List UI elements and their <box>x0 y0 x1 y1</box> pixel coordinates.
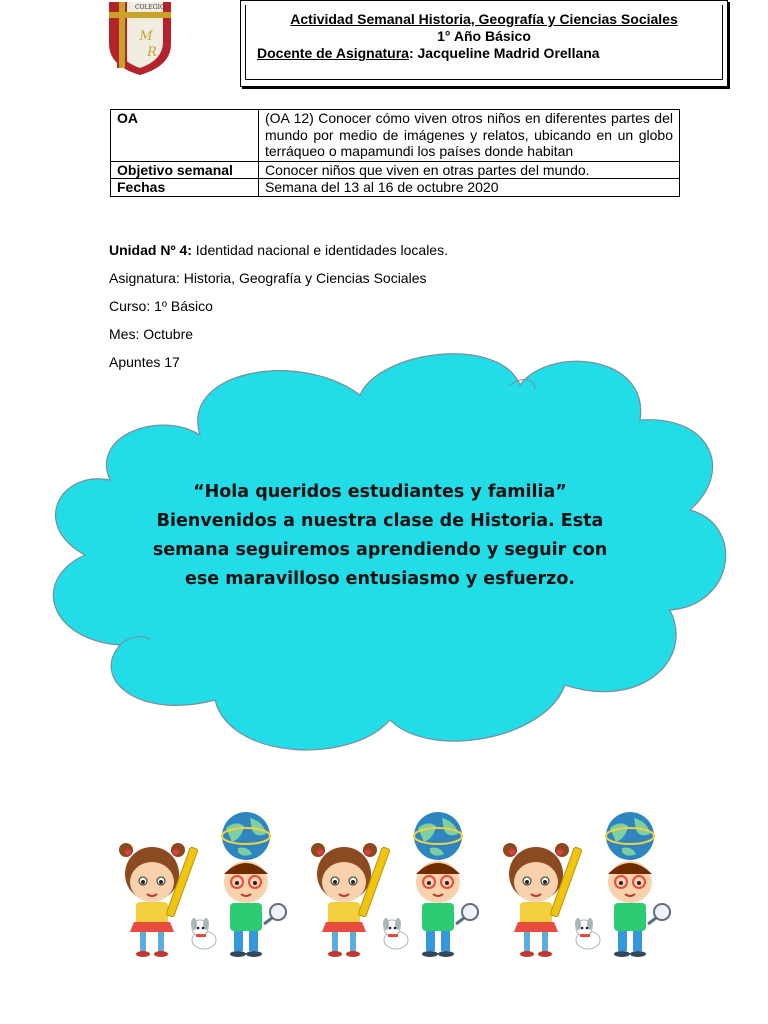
teacher-name: : Jacqueline Madrid Orellana <box>408 45 600 61</box>
header-box <box>240 0 728 87</box>
kids-with-globe-icon <box>112 808 290 968</box>
apuntes-line: Apuntes 17 <box>109 354 180 370</box>
school-crest-logo <box>107 0 173 76</box>
row-value: Conocer niños que viven en otras partes del mundo. <box>259 161 680 179</box>
unidad-value: Identidad nacional e identidades locales. <box>191 242 448 258</box>
row-label: Fechas <box>111 179 259 197</box>
cloud-message <box>120 478 640 594</box>
teacher-label: Docente de Asignatura <box>257 45 409 61</box>
cloud-line: “Hola queridos estudiantes y familia” <box>193 482 567 502</box>
unidad-line <box>109 242 448 258</box>
svg-text:R: R <box>147 45 157 60</box>
teacher-line <box>257 45 727 61</box>
cloud-line: semana seguiremos aprendiendo y seguir con <box>152 540 608 560</box>
mes-line: Mes: Octubre <box>109 326 194 342</box>
objectives-table <box>110 109 680 197</box>
svg-text:M: M <box>139 29 153 44</box>
table-row-objetivo <box>111 161 680 179</box>
grade-level: 1° Año Básico <box>437 28 531 44</box>
activity-title: Actividad Semanal Historia, Geografía y Ciencias Sociales <box>290 11 678 27</box>
curso-line: Curso: 1º Básico <box>109 298 213 314</box>
table-row-oa <box>111 110 680 162</box>
row-value: Semana del 13 al 16 de octubre 2020 <box>259 179 680 197</box>
unidad-label: Unidad Nº 4: <box>109 242 192 258</box>
row-label: Objetivo semanal <box>111 161 259 179</box>
crest-text: COLEGIO <box>135 4 165 11</box>
row-value: (OA 12) Conocer cómo viven otros niños en diferentes partes del mundo por medio de imágenes y relatos, ubicando en un globo terráqueo o mapamundi los países donde habitan <box>259 110 680 162</box>
kids-with-globe-icon <box>496 808 674 968</box>
cloud-line: ese maravilloso entusiasmo y esfuerzo. <box>184 569 576 589</box>
table-row-fechas <box>111 179 680 197</box>
row-label: OA <box>111 110 259 162</box>
kids-with-globe-icon <box>304 808 482 968</box>
asignatura-line: Asignatura: Historia, Geografía y Ciencias Sociales <box>109 270 427 286</box>
cloud-line: Bienvenidos a nuestra clase de Historia. Esta <box>156 511 604 531</box>
